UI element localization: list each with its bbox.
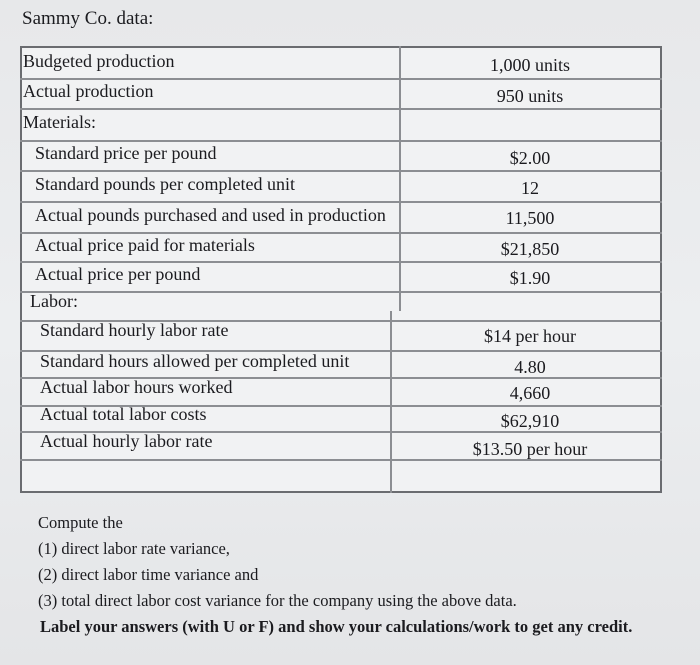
row-divider: [20, 291, 662, 293]
row-value: 950 units: [496, 86, 564, 106]
row-divider: [20, 201, 662, 203]
row-label: Actual pounds purchased and used in production: [35, 205, 386, 225]
row-value: 4,660: [509, 383, 551, 403]
row-label: Standard price per pound: [35, 143, 217, 163]
row-value: 12: [521, 178, 539, 198]
row-label: Actual total labor costs: [40, 404, 207, 424]
row-label: Actual labor hours worked: [40, 377, 233, 397]
row-value: 4.80: [514, 357, 546, 377]
section-label-labor: Labor:: [30, 291, 78, 311]
row-label: Actual price paid for materials: [35, 235, 255, 255]
row-value: 11,500: [505, 208, 555, 228]
row-divider: [20, 108, 662, 110]
row-value: $1.90: [509, 268, 551, 288]
data-table: [20, 46, 662, 493]
row-label: Budgeted production: [23, 51, 175, 71]
instructions: [38, 510, 632, 640]
section-label-materials: Materials:: [23, 112, 96, 132]
row-value: $62,910: [500, 411, 560, 431]
column-divider-upper: [399, 46, 401, 311]
instruction-line: (3) total direct labor cost variance for the company using the above data.: [38, 591, 517, 610]
instruction-line: (2) direct labor time variance and: [38, 565, 259, 584]
row-value: $21,850: [500, 239, 560, 259]
row-label: Standard hourly labor rate: [40, 320, 229, 340]
instruction-line-bold: Label your answers (with U or F) and show your calculations/work to get any credit.: [40, 617, 633, 636]
row-label: Actual price per pound: [35, 264, 201, 284]
row-label: Standard hours allowed per completed unit: [40, 351, 350, 371]
column-divider-lower: [390, 311, 392, 493]
instruction-line: (1) direct labor rate variance,: [38, 539, 230, 558]
row-value: $2.00: [509, 148, 551, 168]
row-divider: [20, 170, 662, 172]
row-value: $13.50 per hour: [472, 439, 588, 459]
row-value: 1,000 units: [489, 55, 570, 75]
row-value: $14 per hour: [484, 326, 576, 346]
row-label: Actual hourly labor rate: [40, 431, 213, 451]
row-label: Standard pounds per completed unit: [35, 174, 295, 194]
title: Sammy Co. data:: [22, 8, 154, 29]
instruction-line: Compute the: [38, 513, 123, 532]
row-label: Actual production: [23, 81, 154, 101]
